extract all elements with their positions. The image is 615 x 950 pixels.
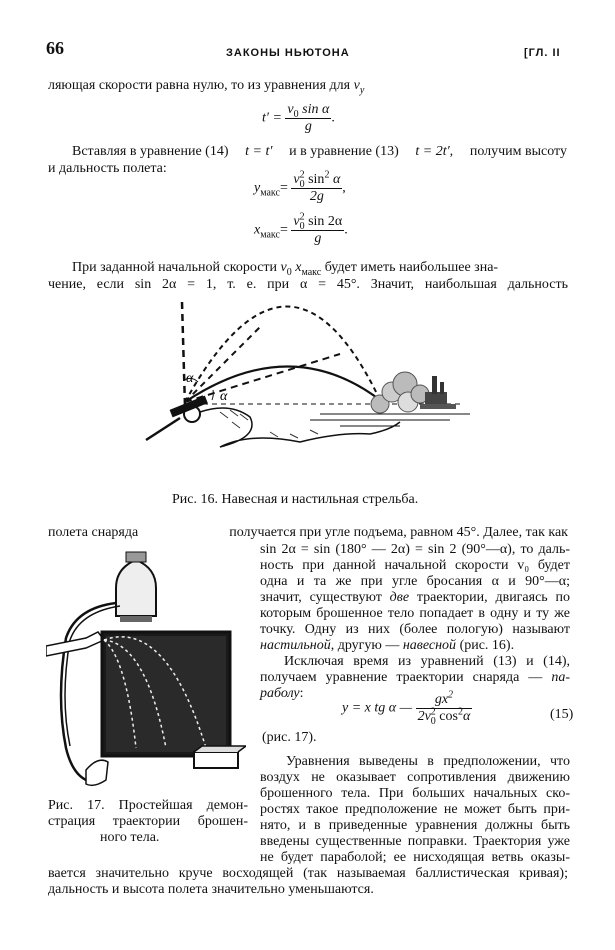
col-line0-b: получается при угле подъема, равном 45°. Далее, так как: [229, 525, 568, 540]
eq15-den-cos: cos: [435, 709, 458, 724]
eq-y-v-sup: 2: [299, 169, 305, 181]
para2-text-e: получим высоту: [469, 144, 567, 159]
para2-text-a: Вставляя в уравнение (14): [72, 144, 229, 159]
para2-eq-b: t = 2t′,: [415, 144, 454, 159]
eq-y-numerator: [291, 169, 342, 190]
eq-y-fraction: [291, 169, 342, 205]
cannon-icon: [146, 396, 208, 440]
eq15-den-sup: 2: [430, 706, 436, 718]
equation-y-max: [254, 169, 346, 205]
para5: [260, 754, 570, 866]
col-line10-b: :: [299, 686, 304, 701]
eq-x-tail: .: [344, 222, 348, 238]
col-line10-a: раболу: [260, 686, 300, 701]
running-title: ЗАКОНЫ НЬЮТОНА: [226, 47, 350, 59]
water-lines: [310, 414, 470, 426]
col-line7-d: (рис. 16).: [456, 638, 515, 653]
eq-x-lhs: x: [254, 222, 261, 238]
col-line0-a: полета снаряда: [48, 525, 139, 540]
eq15-lhs: y = x tg α —: [342, 700, 413, 716]
fig17-caption-line3: ного тела.: [100, 830, 160, 845]
angle-arc-shallow: [212, 390, 213, 400]
figure-16: [140, 292, 480, 452]
col-line-4: [260, 590, 570, 606]
para3-v0: v: [280, 260, 287, 275]
col-line9-b: па-: [551, 670, 570, 685]
col-line4-b: две: [389, 590, 410, 605]
col-line-0: [48, 525, 568, 541]
para5-line7: не будет параболой; ее нисходящая ветвь оказы-: [260, 850, 570, 865]
eq15-num-text: gx: [434, 692, 449, 707]
eq-y-lhs-sub: макс: [260, 187, 280, 199]
blackboard-inner: [106, 636, 226, 752]
eq-y-sin-sup: 2: [324, 169, 330, 181]
page-number: 66: [46, 38, 64, 58]
right-column: [260, 542, 570, 702]
intro-sub: y: [359, 84, 365, 96]
equation-x-max: [254, 211, 348, 247]
eq-x-v: v: [293, 214, 300, 229]
figure-17-caption: [48, 798, 248, 846]
eq15-den-a: 2v: [417, 709, 431, 724]
eq-x-denominator: g: [314, 231, 322, 246]
col-line-7: [260, 638, 570, 654]
para5-line6: введены существенные поправки. Траектория уже: [260, 834, 570, 849]
col-line-1: sin 2α = sin (180° — 2α) = sin 2 (90°—α), то даль-: [260, 542, 570, 557]
eq-x-fraction: [291, 211, 344, 247]
para3-xmax: x: [295, 260, 302, 275]
eq-t-v-sub: 0: [293, 108, 299, 120]
col-line-6: точку. Одну из них (более пологую) называют: [260, 622, 570, 637]
col-line-3: одна и та же при угле бросания α и 90°—α;: [260, 574, 570, 589]
para5-line4: ростях такое предположение не может быть при-: [260, 802, 570, 817]
base-block: [194, 752, 238, 768]
figure-16-caption: Рис. 16. Навесная и настильная стрельба.: [172, 492, 419, 507]
intro-text: ляющая скорости равна нулю, то из уравнения для: [48, 78, 354, 93]
para3-text-a: При заданной начальной скорости: [72, 260, 281, 275]
intro-var: v: [353, 78, 360, 93]
fig17-caption-line1: Рис. 17. Простейшая демон-: [48, 798, 248, 813]
para3-xmax-sub: макс: [301, 266, 322, 278]
col-line7-b: , другую —: [330, 638, 403, 653]
alpha-label-2: α: [220, 389, 228, 404]
equation-t-prime: [262, 102, 335, 135]
col-line4-a: значит, существуют: [260, 590, 390, 605]
eq15-denominator: [416, 706, 473, 727]
eq15-numerator: [416, 689, 473, 709]
col-line4-c: траектории, двигаясь по: [409, 590, 570, 605]
eq-t-lhs: t′ =: [262, 110, 282, 126]
col-line9-a: получаем уравнение траектории снаряда —: [260, 670, 552, 685]
eq15-den-sub: 0: [430, 715, 436, 727]
eq-y-denominator: 2g: [309, 189, 324, 204]
equation-15: [342, 689, 472, 727]
para5-line3: брошенного тела. При больших начальных ско-: [260, 786, 570, 801]
para5-line8: вается значительно круче восходящей (так называемая баллистическая кривая);: [48, 866, 568, 881]
eq-t-denominator: g: [304, 119, 312, 134]
figure-17: [46, 548, 246, 798]
para2-text-c: и в уравнение (13): [289, 144, 399, 159]
para5-line5: нято, и в приведенные уравнения должны быть: [260, 818, 570, 833]
para5-line2: воздух не оказывает сопротивления движению: [260, 770, 570, 785]
vertical-dashed-line: [182, 302, 185, 407]
eq-y-v-sub: 0: [299, 178, 305, 190]
para3-line1: [72, 260, 567, 276]
after-eq15: (рис. 17).: [262, 730, 317, 745]
col-line-5: которым брошенное тело попадает в одну и ту же: [260, 606, 570, 621]
col-line7-c: навесной: [402, 638, 457, 653]
para3-v0-sub: 0: [286, 266, 292, 278]
col-line-2: ность при данной начальной скорости v₀ будет: [260, 558, 570, 573]
eq-t-numerator: [285, 102, 331, 119]
para5-line9: дальность и высота полета значительно уменьшаются.: [48, 882, 374, 897]
eq-t-tail: .: [331, 110, 335, 126]
fortress-icon: [420, 376, 456, 409]
eq15-den-alpha: α: [462, 709, 471, 724]
chapter-label: [ГЛ. II: [524, 47, 561, 59]
eq-t-sin: sin α: [298, 102, 330, 117]
hand-top-icon: [46, 632, 104, 656]
terrain-hatching: [220, 410, 318, 438]
equation-15-number: (15): [550, 707, 574, 722]
eq-x-numerator: [291, 211, 344, 232]
eq-x-equals: =: [279, 222, 288, 238]
eq-x-v-sup: 2: [299, 211, 305, 223]
eq-t-v: v: [287, 102, 294, 117]
col-line-9: [260, 670, 570, 686]
high-trajectory: [185, 306, 380, 402]
eq-y-lhs: y: [254, 180, 261, 196]
fig17-caption-line2: страция траектории брошен-: [48, 814, 248, 829]
eq-t-fraction: [285, 102, 331, 135]
eq-y-tail: ,: [342, 180, 346, 196]
para2-line2: и дальность полета:: [48, 161, 167, 176]
alpha-label-1: α: [186, 371, 194, 386]
eq15-fraction: [416, 689, 473, 727]
intro-line: [48, 78, 563, 94]
para5-line1: Уравнения выведены в предположении, что: [286, 754, 570, 769]
col-line-8: Исключая время из уравнений (13) и (14),: [284, 654, 570, 669]
flask-icon: [116, 552, 156, 622]
para2-eq-a: t = t′: [245, 144, 273, 159]
eq-x-sin: sin 2α: [308, 214, 343, 229]
eq-y-v: v: [293, 172, 300, 187]
eq-x-lhs-sub: макс: [260, 229, 280, 241]
eq-x-v-sub: 0: [299, 220, 305, 232]
eq15-den-sup2: 2: [457, 706, 463, 718]
para3-line2: чение, если sin 2α = 1, т. е. при α = 45°. Значит, наибольшая дальность: [48, 277, 568, 292]
para3-text-d: будет иметь наибольшее зна-: [321, 260, 499, 275]
hand-bottom-icon: [86, 760, 108, 785]
eq-y-alpha: α: [329, 172, 341, 187]
eq-y-sin: sin: [308, 172, 325, 187]
para2-line1: [72, 144, 567, 160]
col-line7-a: настильной: [260, 638, 331, 653]
eq-y-equals: =: [279, 180, 288, 196]
eq15-num-sup: 2: [448, 689, 454, 701]
